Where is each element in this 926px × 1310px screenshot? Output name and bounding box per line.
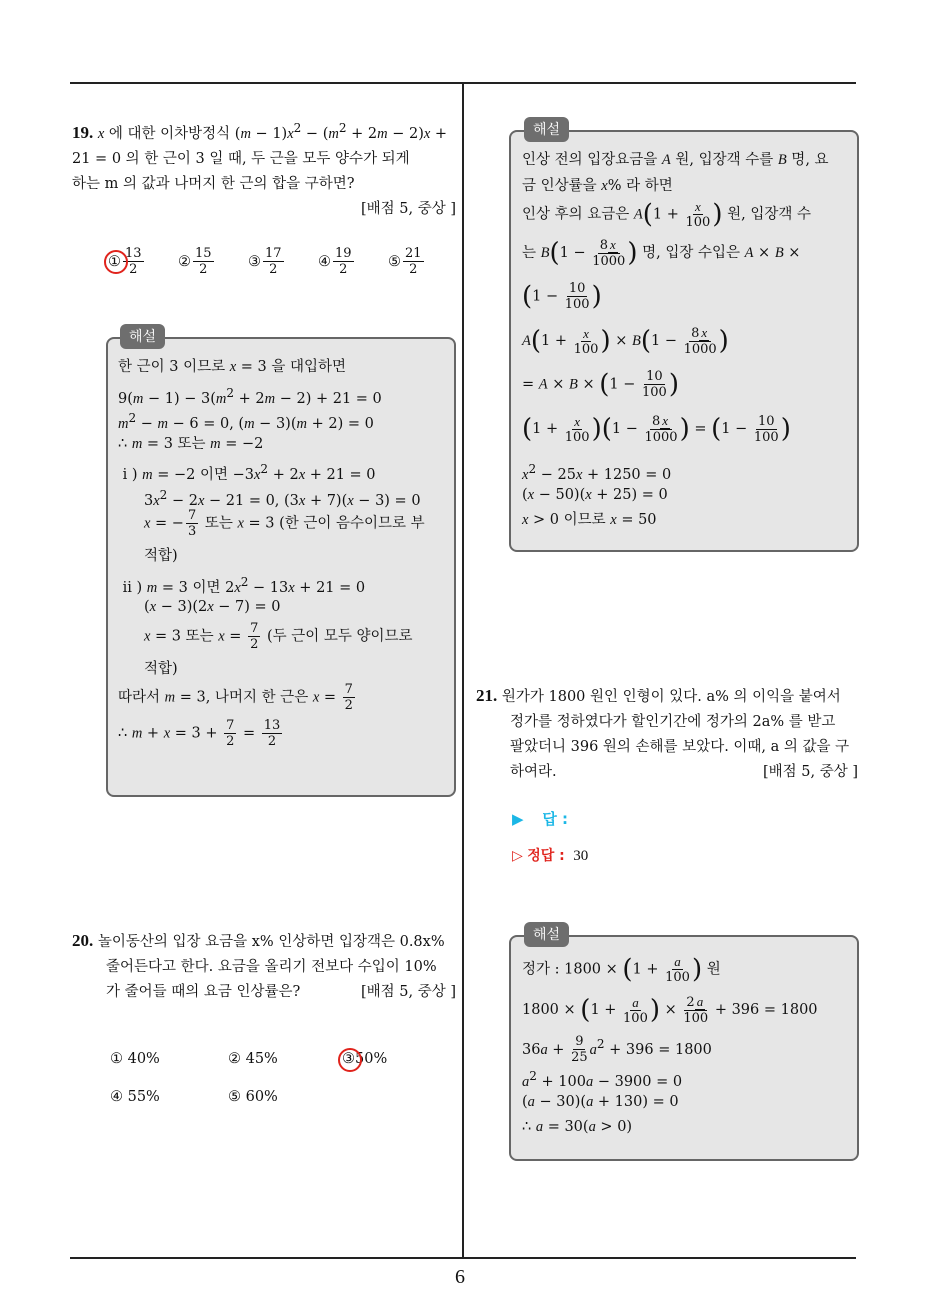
option-3[interactable]: ③ $\frac{17}{2}$ [248, 246, 282, 277]
option-2[interactable]: ② 45% [228, 1051, 278, 1067]
question-20: 20. 놀이동산의 입장 요금을 x% 인상하면 입장객은 0.8x% 줄어든다고 한다. 요금을 올리기 전보다 수입이 10% 가 줄어들 때의 요금 인상률은? [배점 5, 중상 ] [72, 928, 456, 1005]
outline-arrow-icon: ▷ [512, 848, 523, 864]
explanation-tag: 해설 [524, 117, 569, 142]
correct-label: 정답 : [527, 848, 565, 864]
option-4[interactable]: ④ $\frac{19}{2}$ [318, 246, 352, 277]
answer-label: 답 : [542, 810, 569, 828]
option-3[interactable]: ③ 50% [342, 1040, 387, 1078]
explanation-tag: 해설 [120, 324, 165, 349]
option-1[interactable]: ① $\frac{13}{2}$ [108, 246, 178, 277]
q20-explanation-text: 인상 전의 입장요금을 A 원, 입장객 수를 B 명, 요 금 인상률을 x% 라 하면 인상 후의 요금은 A(1 + $\frac{x}{100}$ ) 원, 입장객 수 는 B(1 − $\frac{8 x}{1000}$ ) 명, 입장 수입은 A × B × (1 − $\frac{10}{100}$ ) A(1 + $\frac{x}{100}$ ) × B(1 − $\frac{8 x}{1000}$ ) = A × B × (1 − $\frac{10}{100}$ ) (1 + $\frac{x}{100}$ )(1 − $\frac{8 x}{1000}$ ) = (1 − $\frac{10}{100}$ ) $x^2 - 25x + 1250 = 0$ (x − 50)(x + 25) = 0 x > 0 이므로 x = 50 [522, 152, 829, 528]
option-5[interactable]: ⑤ 60% [228, 1089, 278, 1105]
question-number: 20. [72, 931, 94, 950]
answer-mark-circle [338, 1048, 362, 1072]
page-number: 6 [455, 1266, 465, 1288]
question-19: 19. x 에 대한 이차방정식 $(m - 1)x^2 - (m^2 + 2m - 2)x$ + 21 = 0 의 한 근이 3 일 때, 두 근을 모두 양수가 되게 하는 m 의 값과 나머지 한 근의 합을 구하면? [배점 5, 중상 ] [72, 116, 456, 222]
option-4[interactable]: ④ 55% [110, 1089, 160, 1105]
option-1[interactable]: ① 40% [110, 1051, 160, 1067]
option-5[interactable]: ⑤ $\frac{21}{2}$ [388, 246, 422, 277]
answer-mark-circle [104, 250, 128, 274]
column-divider [462, 84, 464, 1258]
score: [배점 5, 중상 ] [360, 984, 456, 1000]
score: [배점 5, 중상 ] [762, 764, 858, 780]
question-number: 21. [476, 686, 498, 705]
q19-explanation-text: 한 근이 3 이므로 x = 3 을 대입하면 $9(m - 1) - 3(m^2 + 2m - 2) + 21 = 0$ $m^2 - m - 6 = 0$, (m − 3)(m + 2) = 0 ∴ m = 3 또는 m = −2 i ) m = −2 이면 $-3x^2 + 2x + 21 = 0$ $3x^2 - 2x - 21 = 0$, (3x + 7)(x − 3) = 0 x = − $\frac{7}{3}$ 또는 x = 3 (한 근이 음수이므로 부 적합) ii ) m = 3 이면 $2x^2 - 13x + 21 = 0$ (x − 3)(2x − 7) = 0 x = 3 또는 x = $\frac{7}{2}$ (두 근이 모두 양이므로 적합) 따라서 m = 3, 나머지 한 근은 x = $\frac{7}{2}$ ∴ m + x = 3 + $\frac{7}{2}$ = $\frac{13}{2}$ [118, 359, 425, 749]
q21-explanation-text: 정가 : 1800 × (1 + $\frac{a}{100}$ ) 원 1800 × (1 + $\frac{a}{100}$ ) × $\frac{2 a}{100}$ + 396 = 1800 36a + $\frac{9}{25}$ $a^2 + 396 = 1800$ $a^2 + 100a - 3900 = 0$ (a − 30)(a + 130) = 0 ∴ a = 30(a > 0) [522, 954, 818, 1135]
explanation-tag: 해설 [524, 922, 569, 947]
correct-value: 30 [573, 848, 589, 864]
answer-input-row[interactable] [512, 808, 568, 829]
question-21: 21. 원가가 1800 원인 인형이 있다. a% 의 이익을 붙여서 정가를 정하였다가 할인기간에 정가의 2a% 를 받고 팔았더니 396 원의 손해를 보았다. 이때, a 의 값을 구 하여라. [배점 5, 중상 ] [476, 683, 858, 785]
correct-answer-row [512, 845, 588, 865]
score: [배점 5, 중상 ] [360, 200, 456, 217]
play-arrow-icon: ▶ [512, 810, 524, 828]
q19-options [108, 246, 458, 277]
question-number: 19. [72, 122, 94, 142]
bottom-rule [70, 1257, 856, 1259]
option-2[interactable]: ② $\frac{15}{2}$ [178, 246, 212, 277]
